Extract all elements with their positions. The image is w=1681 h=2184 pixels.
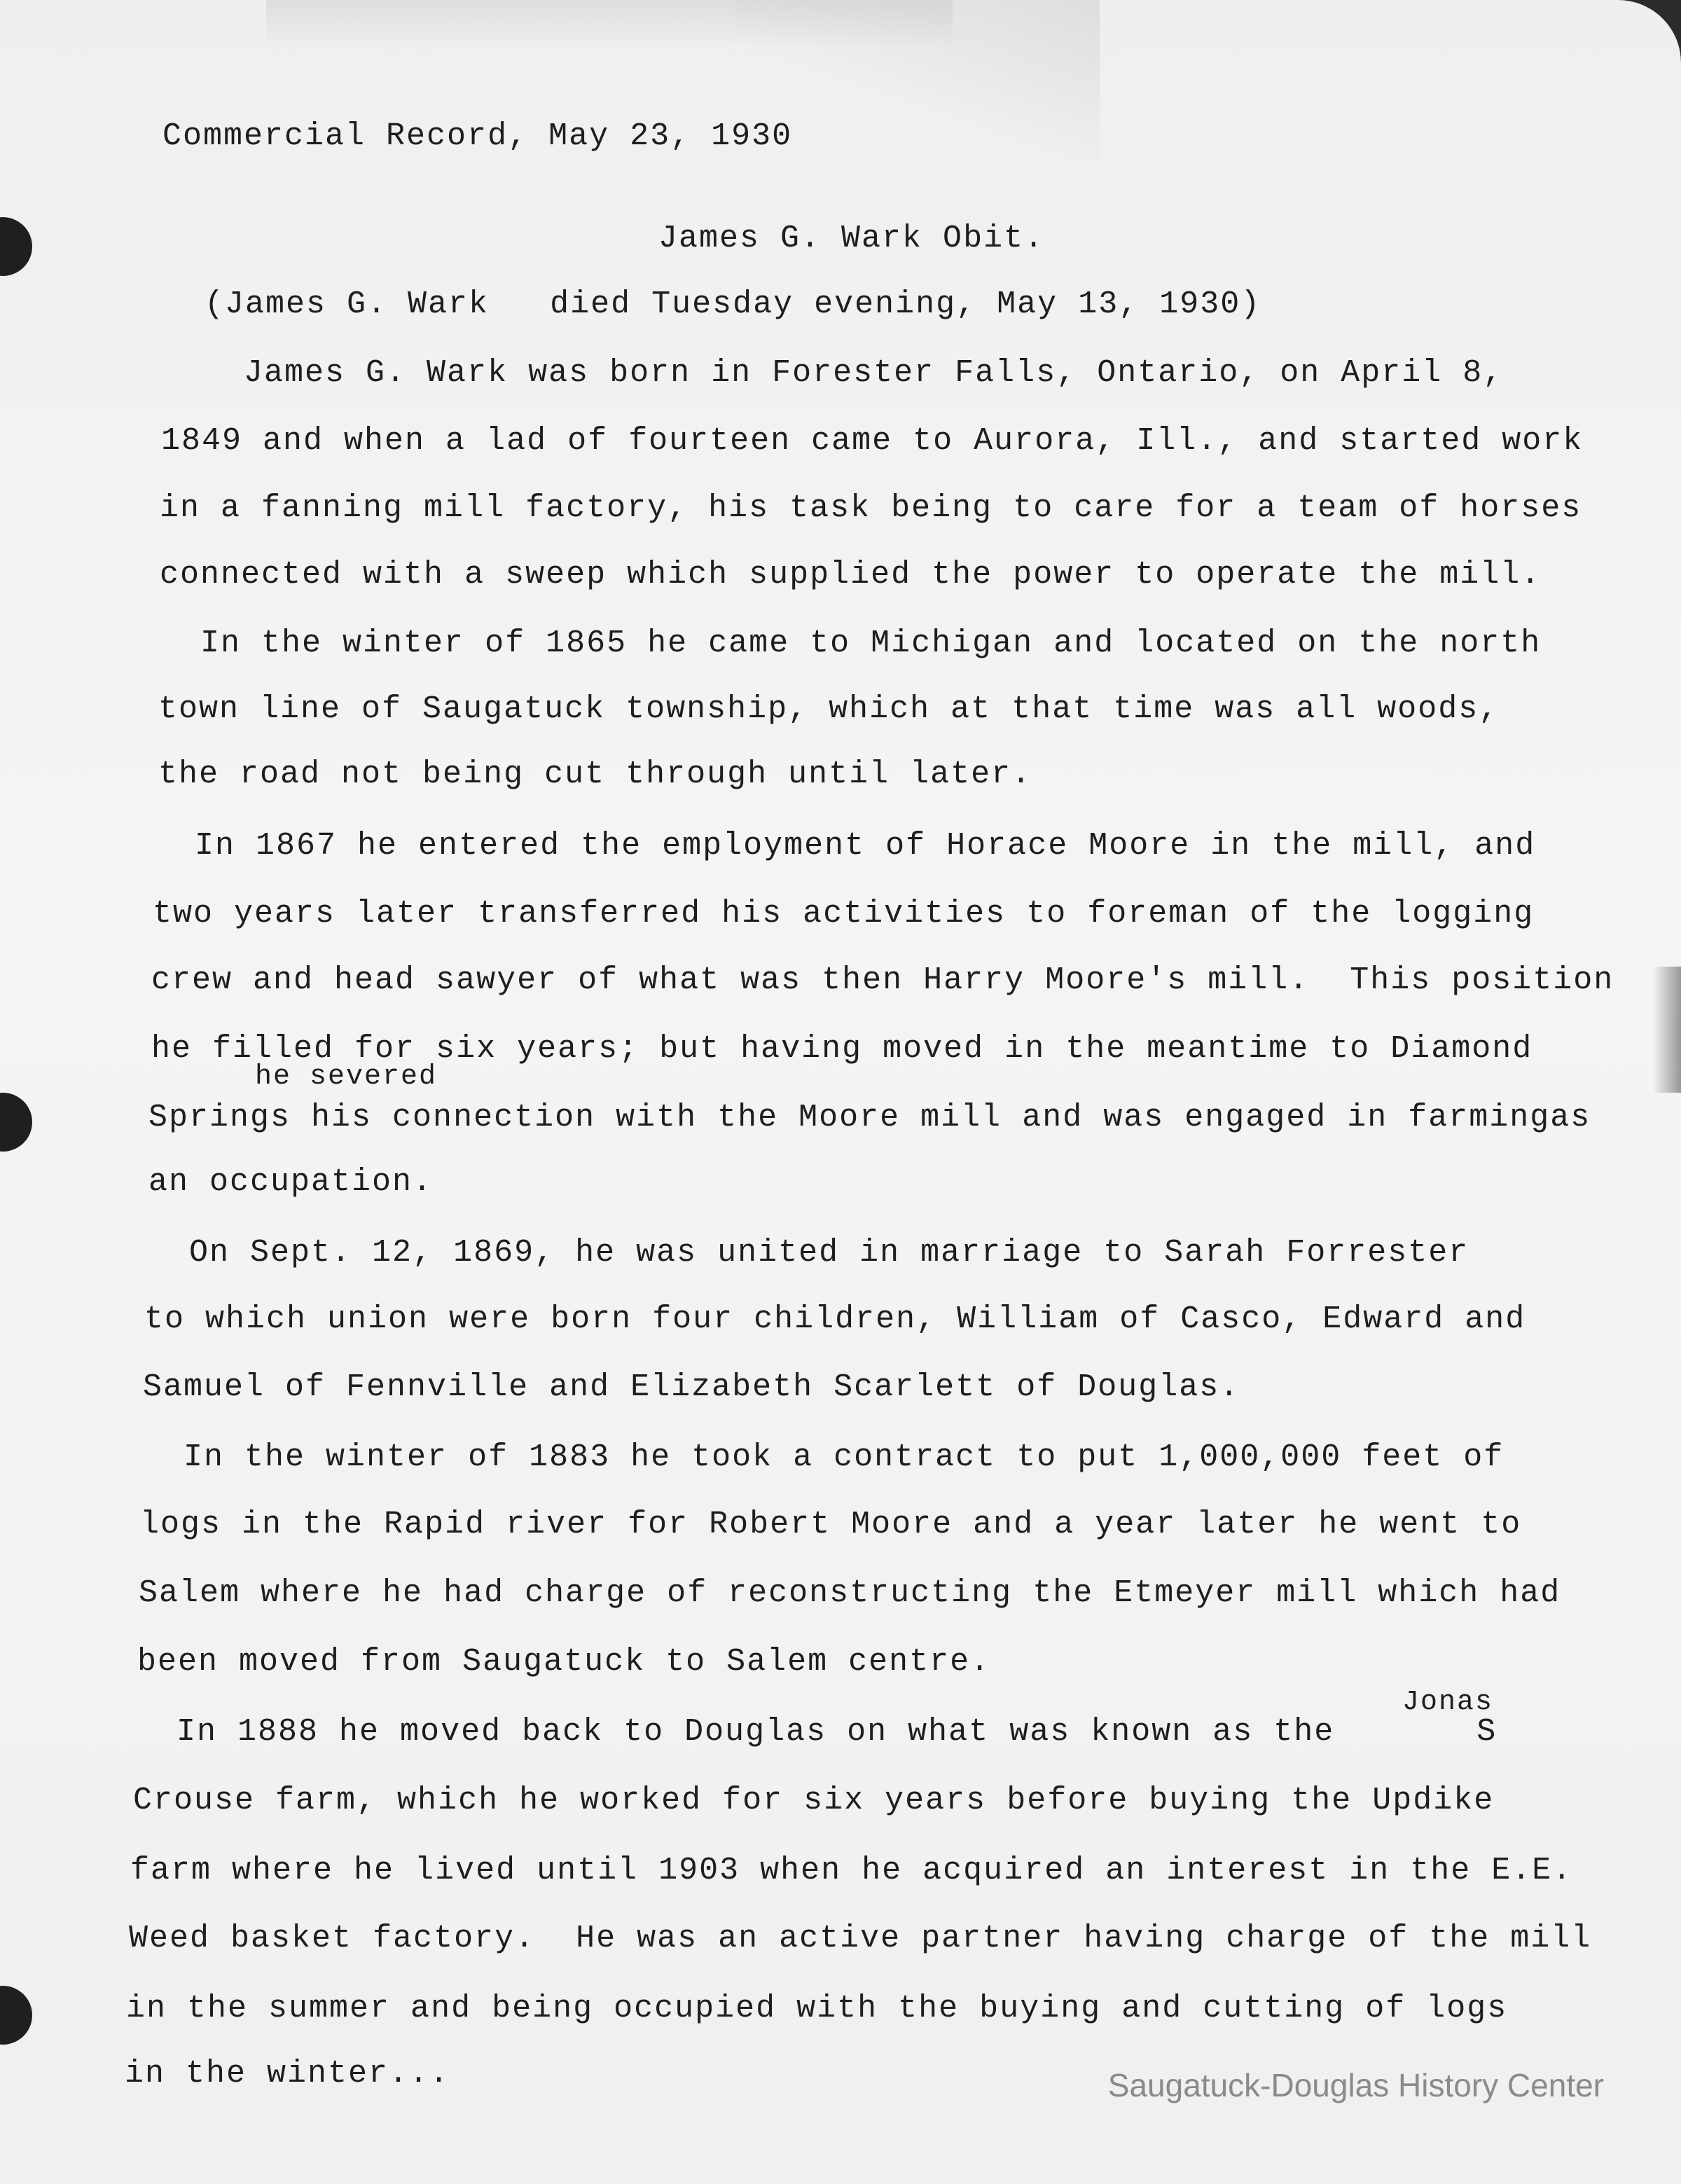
body-line: he filled for six years; but having moved in the meantime to Diamond: [151, 1031, 1533, 1067]
body-line: Springs his connection with the Moore mill and was engaged in farmingas: [148, 1100, 1591, 1135]
body-line: in the summer and being occupied with the buying and cutting of logs: [126, 1991, 1508, 2026]
body-line: 1849 and when a lad of fourteen came to Aurora, Ill., and started work: [161, 423, 1584, 459]
body-line: two years later transferred his activities to foreman of the logging: [153, 896, 1535, 932]
body-line: connected with a sweep which supplied the power to operate the mill.: [160, 557, 1542, 593]
body-line: In the winter of 1883 he took a contract to put 1,000,000 feet of: [143, 1439, 1504, 1475]
typed-insertion: Jonas: [1402, 1687, 1494, 1718]
body-line: In the winter of 1865 he came to Michigan and located on the north: [160, 626, 1542, 661]
body-line: Salem where he had charge of reconstructing the Etmeyer mill which had: [139, 1575, 1561, 1611]
typed-insertion: he severed: [255, 1061, 438, 1093]
body-line: an occupation.: [148, 1164, 434, 1200]
torn-edge: [1653, 967, 1681, 1093]
body-line: In 1867 he entered the employment of Horace Moore in the mill, and: [154, 828, 1536, 864]
watermark: Saugatuck-Douglas History Center: [1107, 2067, 1604, 2103]
body-line: farm where he lived until 1903 when he acquired an interest in the E.E.: [130, 1853, 1573, 1888]
body-line: to which union were born four children, William of Casco, Edward and: [144, 1301, 1526, 1337]
punch-hole: [0, 1093, 32, 1152]
body-line: crew and head sawyer of what was then Harry Moore's mill. This position: [151, 962, 1614, 998]
death-date-note: (James G. Wark died Tuesday evening, May 13, 1930): [205, 286, 1261, 322]
body-line: James G. Wark was born in Forester Falls, Ontario, on April 8,: [162, 355, 1504, 391]
body-line: Samuel of Fennville and Elizabeth Scarlett of Douglas.: [143, 1369, 1240, 1405]
punch-hole: [0, 1986, 32, 2045]
body-line: in the winter...: [125, 2056, 450, 2092]
body-line: logs in the Rapid river for Robert Moore and a year later he went to: [140, 1507, 1522, 1542]
body-line: On Sept. 12, 1869, he was united in marriage to Sarah Forrester: [148, 1235, 1469, 1271]
body-line: In 1888 he moved back to Douglas on what was known as the S: [136, 1714, 1497, 1750]
punch-hole: [0, 217, 32, 276]
obituary-title: James G. Wark Obit.: [658, 221, 1045, 256]
source-line: Commercial Record, May 23, 1930: [162, 118, 793, 154]
body-line: town line of Saugatuck township, which at that time was all woods,: [158, 691, 1500, 727]
body-line: Crouse farm, which he worked for six years before buying the Updike: [133, 1783, 1495, 1818]
body-line: the road not being cut through until later.: [158, 756, 1032, 792]
body-line: Weed basket factory. He was an active partner having charge of the mill: [129, 1921, 1592, 1956]
body-line: been moved from Saugatuck to Salem centre.: [137, 1644, 991, 1680]
body-line: in a fanning mill factory, his task being to care for a team of horses: [160, 490, 1582, 526]
